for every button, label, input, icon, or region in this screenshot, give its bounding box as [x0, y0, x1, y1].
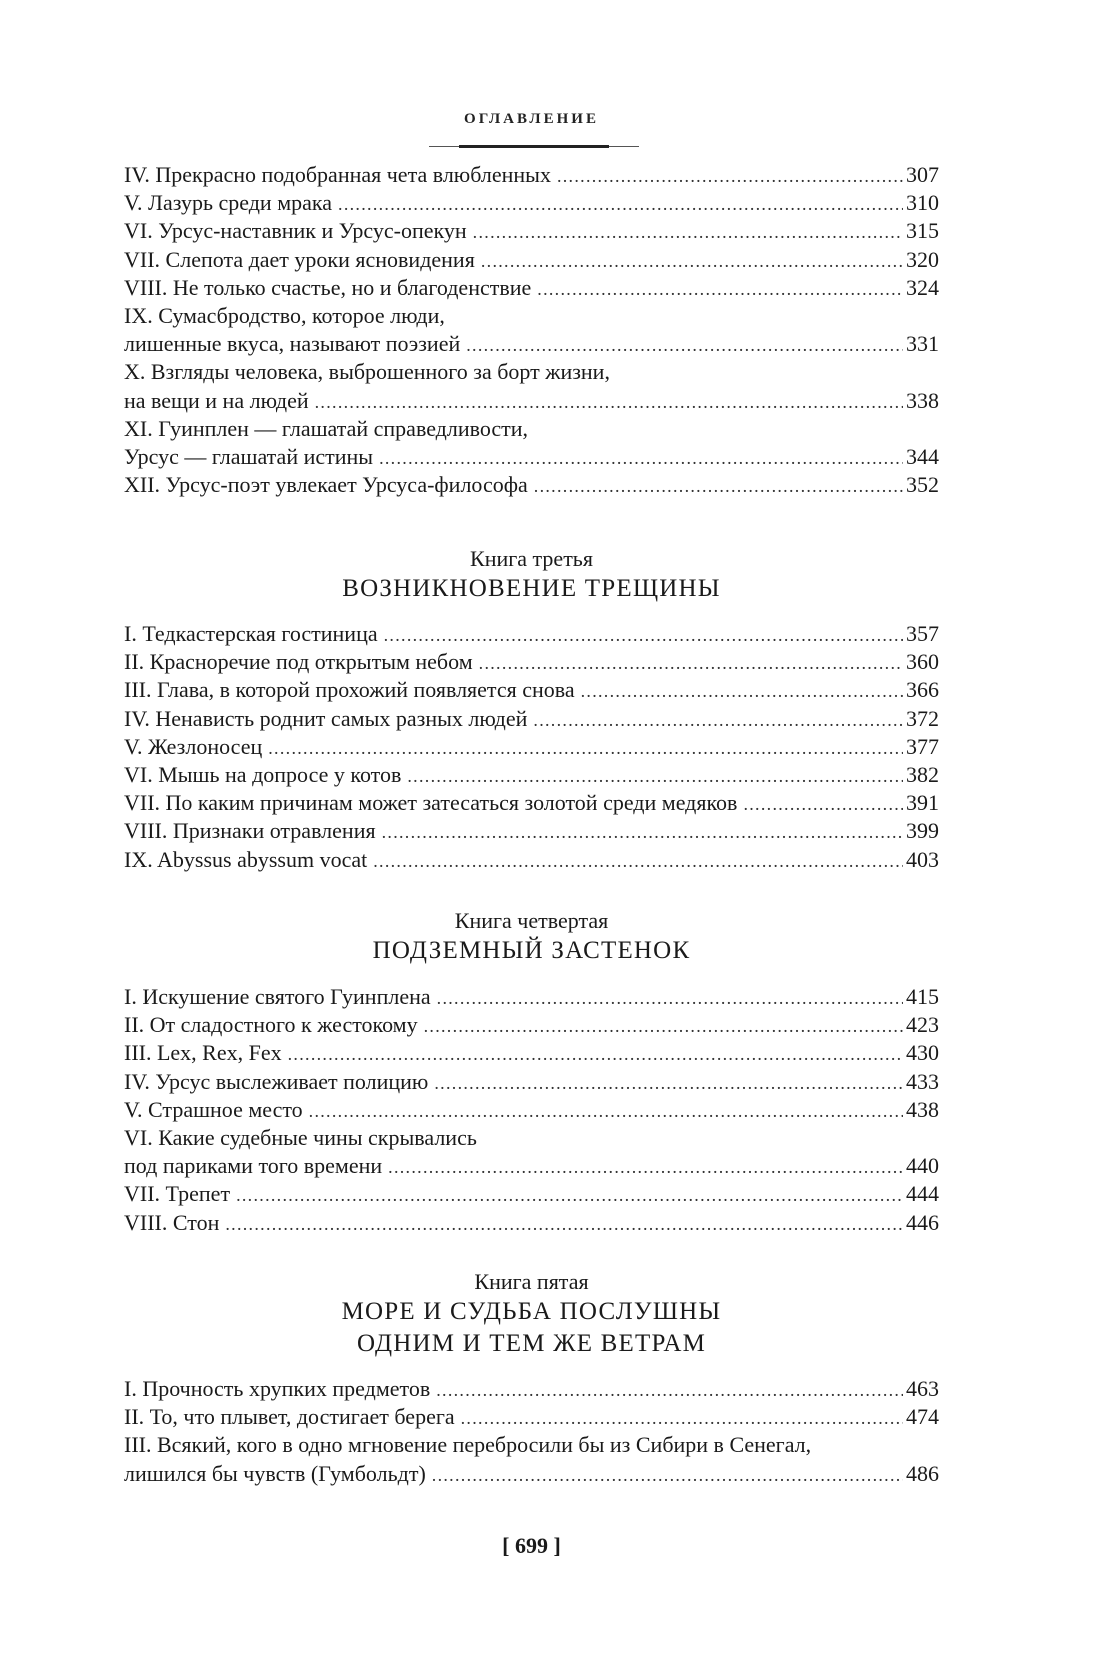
leader-dots: [432, 1461, 903, 1489]
toc-entry[interactable]: [124, 1375, 939, 1403]
leader-dots: [743, 790, 903, 818]
toc-entry-page: 377: [906, 733, 939, 759]
leader-dots: [534, 472, 903, 500]
leader-dots: [382, 818, 903, 846]
toc-entry[interactable]: [124, 387, 939, 415]
toc-book-5-entries: [124, 1375, 939, 1488]
toc-entry-title: под париками того времени: [124, 1153, 383, 1179]
book-heading-3: [124, 545, 939, 605]
book-title: ПОДЗЕМНЫЙ ЗАСТЕНОК: [372, 937, 691, 964]
leader-dots: [373, 847, 903, 875]
leader-dots: [466, 331, 903, 359]
toc-continued-section: [124, 161, 939, 499]
toc-entry[interactable]: [124, 1039, 939, 1067]
page-number: [ 699 ]: [502, 1533, 561, 1558]
toc-entry-title: IV. Прекрасно подобранная чета влюбленных: [124, 162, 551, 187]
toc-entry-page: 440: [906, 1153, 939, 1179]
toc-entry-title: лишенные вкуса, называют поэзией: [124, 331, 461, 357]
toc-entry-title: II. От сладостного к жестокому: [124, 1012, 418, 1038]
toc-entry-page: 423: [906, 1012, 939, 1038]
toc-entry[interactable]: [124, 1403, 939, 1431]
toc-entry-title: II. Красноречие под открытым небом: [124, 649, 473, 675]
toc-entry-page: 315: [906, 218, 939, 244]
toc-entry-title: IX. Abyssus abyssum vocat: [124, 846, 368, 872]
leader-dots: [338, 190, 903, 218]
leader-dots: [379, 444, 903, 472]
toc-entry-page: 352: [906, 472, 939, 498]
toc-entry[interactable]: [124, 217, 939, 245]
book-title: ОДНИМ И ТЕМ ЖЕ ВЕТРАМ: [356, 1330, 707, 1357]
toc-entry-page: 324: [906, 274, 939, 300]
leader-dots: [473, 218, 903, 246]
toc-entry-page: 444: [906, 1181, 939, 1207]
toc-entry-page: 366: [906, 677, 939, 703]
toc-entry-first-line[interactable]: VI. Какие судебные чины скрывались: [124, 1124, 477, 1150]
toc-entry[interactable]: [124, 1011, 939, 1039]
toc-entry-title: VIII. Признаки отравления: [124, 818, 376, 844]
toc-entry-page: 474: [906, 1404, 939, 1430]
toc-entry[interactable]: [124, 161, 939, 189]
toc-entry-page: 486: [906, 1460, 939, 1486]
toc-entry-page: 338: [906, 387, 939, 413]
toc-entry[interactable]: [124, 620, 939, 648]
toc-entry-title: Урсус — глашатай истины: [124, 443, 374, 469]
toc-entry[interactable]: [124, 846, 939, 874]
toc-entry-title: VII. Трепет: [124, 1181, 231, 1207]
toc-entry-title: VI. Урсус-наставник и Урсус-опекун: [124, 218, 467, 244]
leader-dots: [407, 762, 903, 790]
toc-entry[interactable]: [124, 648, 939, 676]
toc-entry-title: VII. По каким причинам может затесаться золотой среди медяков: [124, 790, 738, 816]
toc-entry[interactable]: [124, 246, 939, 274]
toc-entry-title: IV. Урсус выслеживает полицию: [124, 1068, 429, 1094]
leader-dots: [437, 984, 903, 1012]
toc-entry-first-line[interactable]: XI. Гуинплен — глашатай справедливости,: [124, 415, 529, 441]
toc-entry[interactable]: [124, 443, 939, 471]
toc-entry-title: I. Искушение святого Гуинплена: [124, 984, 431, 1009]
book-label: Книга пятая: [474, 1269, 589, 1294]
toc-entry-page: 331: [906, 331, 939, 357]
toc-entry[interactable]: [124, 1460, 939, 1488]
leader-dots: [537, 275, 903, 303]
toc-entry-page: 320: [906, 246, 939, 272]
toc-entry-title: VII. Слепота дает уроки ясновидения: [124, 246, 475, 272]
toc-entry-title: VIII. Не только счастье, но и благоденствие: [124, 274, 532, 300]
book-heading-4: [124, 907, 939, 967]
toc-entry-page: 403: [906, 846, 939, 872]
toc-entry-page: 446: [906, 1209, 939, 1235]
toc-entry[interactable]: [124, 733, 939, 761]
toc-entry[interactable]: [124, 789, 939, 817]
toc-entry[interactable]: [124, 471, 939, 499]
book-label: Книга третья: [470, 546, 593, 571]
toc-entry-title: I. Прочность хрупких предметов: [124, 1376, 431, 1401]
toc-entry-page: 344: [906, 443, 939, 469]
toc-entry-title: I. Тедкастерская гостиница: [124, 621, 378, 646]
leader-dots: [481, 247, 903, 275]
toc-entry[interactable]: [124, 1209, 939, 1237]
toc-entry-page: 357: [906, 621, 939, 646]
toc-entry-title: VI. Мышь на допросе у котов: [124, 761, 402, 787]
toc-entry-page: 438: [906, 1096, 939, 1122]
leader-dots: [461, 1404, 903, 1432]
toc-entry-title: на вещи и на людей: [124, 387, 309, 413]
toc-entry[interactable]: [124, 189, 939, 217]
leader-dots: [268, 734, 903, 762]
leader-dots: [225, 1210, 903, 1238]
toc-entry-page: 391: [906, 790, 939, 816]
toc-entry-page: 310: [906, 190, 939, 216]
leader-dots: [434, 1069, 903, 1097]
leader-dots: [288, 1040, 903, 1068]
toc-book-4-entries: [124, 983, 939, 1237]
book-heading-5: [124, 1268, 939, 1360]
leader-dots: [436, 1376, 903, 1404]
leader-dots: [557, 162, 903, 190]
book-title: МОРЕ И СУДЬБА ПОСЛУШНЫ: [341, 1298, 722, 1325]
toc-entry-page: 382: [906, 761, 939, 787]
toc-entry-title: IV. Ненависть роднит самых разных людей: [124, 705, 528, 731]
toc-entry[interactable]: [124, 676, 939, 704]
toc-entry-first-line[interactable]: IX. Сумасбродство, которое люди,: [124, 302, 445, 328]
leader-dots: [424, 1012, 903, 1040]
toc-entry-title: V. Страшное место: [124, 1096, 303, 1122]
toc-book-3-entries: [124, 620, 939, 874]
toc-entry[interactable]: [124, 1096, 939, 1124]
header-rule-accent: [459, 145, 609, 148]
toc-entry-title: V. Лазурь среди мрака: [124, 190, 333, 216]
toc-entry-page: 399: [906, 818, 939, 844]
leader-dots: [581, 677, 903, 705]
leader-dots: [479, 649, 903, 677]
toc-entry[interactable]: [124, 1152, 939, 1180]
toc-entry[interactable]: [124, 983, 939, 1011]
toc-entry-title: лишился бы чувств (Гумбольдт): [124, 1460, 426, 1486]
toc-entry-page: 415: [906, 984, 939, 1009]
toc-entry[interactable]: [124, 761, 939, 789]
toc-entry-page: 463: [906, 1376, 939, 1401]
toc-entry[interactable]: [124, 817, 939, 845]
toc-entry-title: III. Глава, в которой прохожий появляется снова: [124, 677, 575, 703]
toc-entry-page: 372: [906, 705, 939, 731]
toc-entry-title: XII. Урсус-поэт увлекает Урсуса-философа: [124, 472, 528, 498]
book-title: ВОЗНИКНОВЕНИЕ ТРЕЩИНЫ: [342, 575, 721, 602]
toc-entry[interactable]: [124, 330, 939, 358]
toc-entry[interactable]: [124, 1068, 939, 1096]
toc-entry-title: V. Жезлоносец: [124, 733, 263, 759]
toc-entry-first-line[interactable]: X. Взгляды человека, выброшенного за борт жизни,: [124, 359, 610, 385]
leader-dots: [236, 1181, 903, 1209]
toc-entry[interactable]: [124, 1180, 939, 1208]
book-label: Книга четвертая: [454, 908, 609, 933]
leader-dots: [384, 621, 903, 649]
toc-entry[interactable]: [124, 274, 939, 302]
toc-entry-page: 433: [906, 1068, 939, 1094]
leader-dots: [388, 1153, 903, 1181]
toc-entry-page: 430: [906, 1040, 939, 1066]
toc-entry-title: VIII. Стон: [124, 1209, 220, 1235]
toc-entry-page: 360: [906, 649, 939, 675]
leader-dots: [315, 388, 903, 416]
running-head-title: ОГЛАВЛЕНИЕ: [464, 111, 599, 127]
leader-dots: [309, 1097, 903, 1125]
toc-entry-title: III. Lex, Rex, Fex: [124, 1040, 282, 1066]
toc-entry-title: II. То, что плывет, достигает берега: [124, 1404, 455, 1430]
toc-entry-page: 307: [906, 162, 939, 187]
toc-entry-first-line[interactable]: III. Всякий, кого в одно мгновение перебросили бы из Сибири в Сенегал,: [124, 1432, 812, 1458]
leader-dots: [533, 706, 903, 734]
toc-entry[interactable]: [124, 705, 939, 733]
